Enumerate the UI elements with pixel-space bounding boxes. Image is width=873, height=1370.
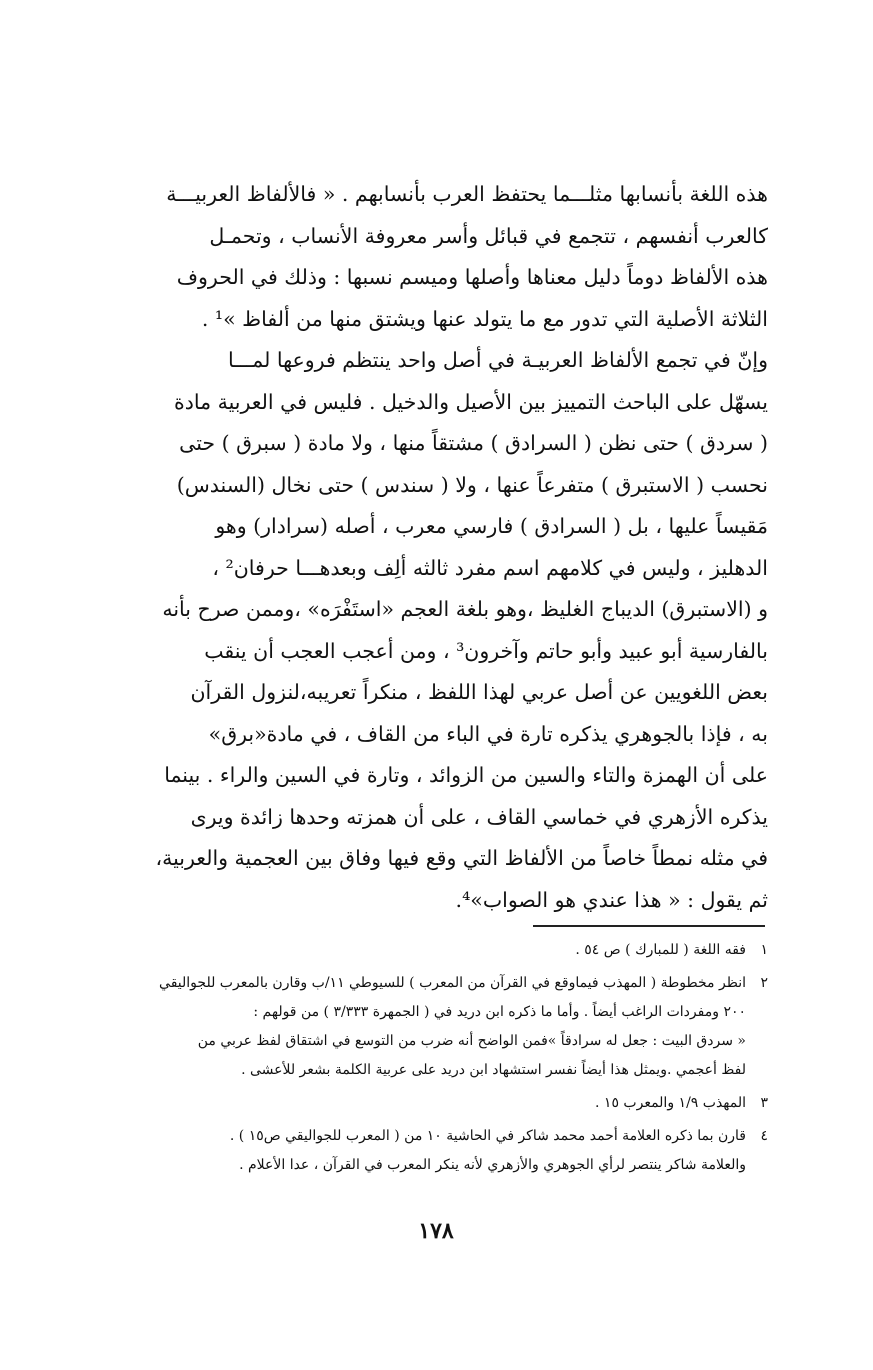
text-line: هذه الألفاظ دوماً دليل معناها وأصلها وميسم نسبها : وذلك في الحروف	[176, 265, 768, 289]
footnote-text	[96, 1089, 746, 1118]
text-line: الثلاثة الأصلية التي تدور مع ما يتولد عنها ويشتق منها من ألفاظ »¹ .	[201, 306, 768, 331]
text-line: يسهّل على الباحث التمييز بين الأصيل والدخيل . فليس في العربية مادة	[173, 389, 768, 414]
footnote-line: ٢٠٠ ومفردات الراغب أيضاً . وأما ما ذكره ابن دريد في ( الجمهرة ٣/٣٣٣ ) من قولهم :	[253, 1004, 746, 1020]
footnote-1	[96, 936, 768, 965]
footnote-2	[96, 969, 768, 1085]
footnote-separator	[533, 925, 765, 927]
page-number: ١٧٨	[418, 1218, 454, 1244]
footnote-text	[96, 936, 746, 965]
text-line: نحسب ( الاستبرق ) متفرعاً عنها ، ولا ( سندس ) حتى نخال (السندس)	[176, 472, 768, 497]
text-line: الدهليز ، وليس في كلامهم اسم مفرد ثالثه ألِف وبعدهـــا حرفان² ،	[212, 555, 768, 580]
footnote-line: انظر مخطوطة ( المهذب فيماوقع في القرآن من المعرب ) للسيوطي ١١/ب وقارن بالمعرب للجواليقي	[159, 975, 746, 991]
footnote-line: فقه اللغة ( للمبارك ) ص ٥٤ .	[575, 942, 746, 958]
main-text	[96, 174, 768, 921]
footnote-4	[96, 1122, 768, 1180]
text-line: على أن الهمزة والتاء والسين من الزوائد ، وتارة في السين والراء . بينما	[164, 763, 768, 787]
footnote-line: قارن بما ذكره العلامة أحمد محمد شاكر في الحاشية ١٠ من ( المعرب للجواليقي ص١٥ ) .	[229, 1128, 746, 1144]
text-line: و (الاستبرق) الديباج الغليظ ،وهو بلغة العجم «استَفْرَه» ،وممن صرح بأنه	[162, 597, 768, 621]
footnote-number: ١	[760, 942, 768, 958]
text-line: ( سردق ) حتى نظن ( السرادق ) مشتقاً منها ، ولا مادة ( سبرق ) حتى	[179, 431, 768, 455]
footnote-number: ٢	[760, 975, 768, 991]
text-line: مَقيساً عليها ، بل ( السرادق ) فارسي معرب ، أصله (سرادار) وهو	[215, 514, 768, 538]
footnote-number: ٤	[760, 1128, 768, 1144]
footnote-line: والعلامة شاكر ينتصر لرأي الجوهري والأزهري لأنه ينكر المعرب في القرآن ، عدا الأعلام .	[239, 1157, 746, 1173]
text-line: وإنّ في تجمع الألفاظ العربيـة في أصل واحد ينتظم فروعها لمـــا	[227, 348, 768, 372]
text-line: بالفارسية أبو عبيد وأبو حاتم وآخرون³ ، ومن أعجب العجب أن ينقب	[204, 638, 768, 663]
footnote-text	[96, 969, 746, 1085]
text-line: هذه اللغة بأنسابها مثلـــما يحتفظ العرب بأنسابهم . « فالألفاظ العربيـــة	[166, 182, 768, 206]
text-line: به ، فإذا بالجوهري يذكره تارة في الباء من القاف ، في مادة«برق»	[208, 721, 768, 746]
footnote-text	[96, 1122, 746, 1180]
footnote-line: المهذب ١/٩ والمعرب ١٥ .	[595, 1095, 746, 1111]
footnote-3	[96, 1089, 768, 1118]
footnote-number: ٣	[760, 1095, 768, 1111]
text-line: في مثله نمطاً خاصاً من الألفاظ التي وقع فيها وفاق بين العجمية والعربية،	[155, 846, 768, 870]
text-line: بعض اللغويين عن أصل عربي لهذا اللفظ ، منكراً تعريبه،لنزول القرآن	[190, 680, 768, 704]
text-line: يذكره الأزهري في خماسي القاف ، على أن همزته وحدها زائدة ويرى	[190, 804, 768, 829]
footnote-line: « سردق البيت : جعل له سرادقاً »فمن الواضح أنه ضرب من التوسع في اشتقاق لفظ عربي من	[197, 1033, 746, 1049]
text-line: ثم يقول : « هذا عندي هو الصواب»⁴.	[455, 887, 768, 912]
text-line: كالعرب أنفسهم ، تتجمع في قبائل وأسر معروفة الأنساب ، وتحمـل	[209, 223, 768, 248]
footnote-line: لفظ أعجمي .ويمثل هذا أيضاً نفسر استشهاد ابن دريد على عربية الكلمة بشعر للأعشى .	[241, 1062, 746, 1078]
footnotes	[96, 936, 768, 1184]
